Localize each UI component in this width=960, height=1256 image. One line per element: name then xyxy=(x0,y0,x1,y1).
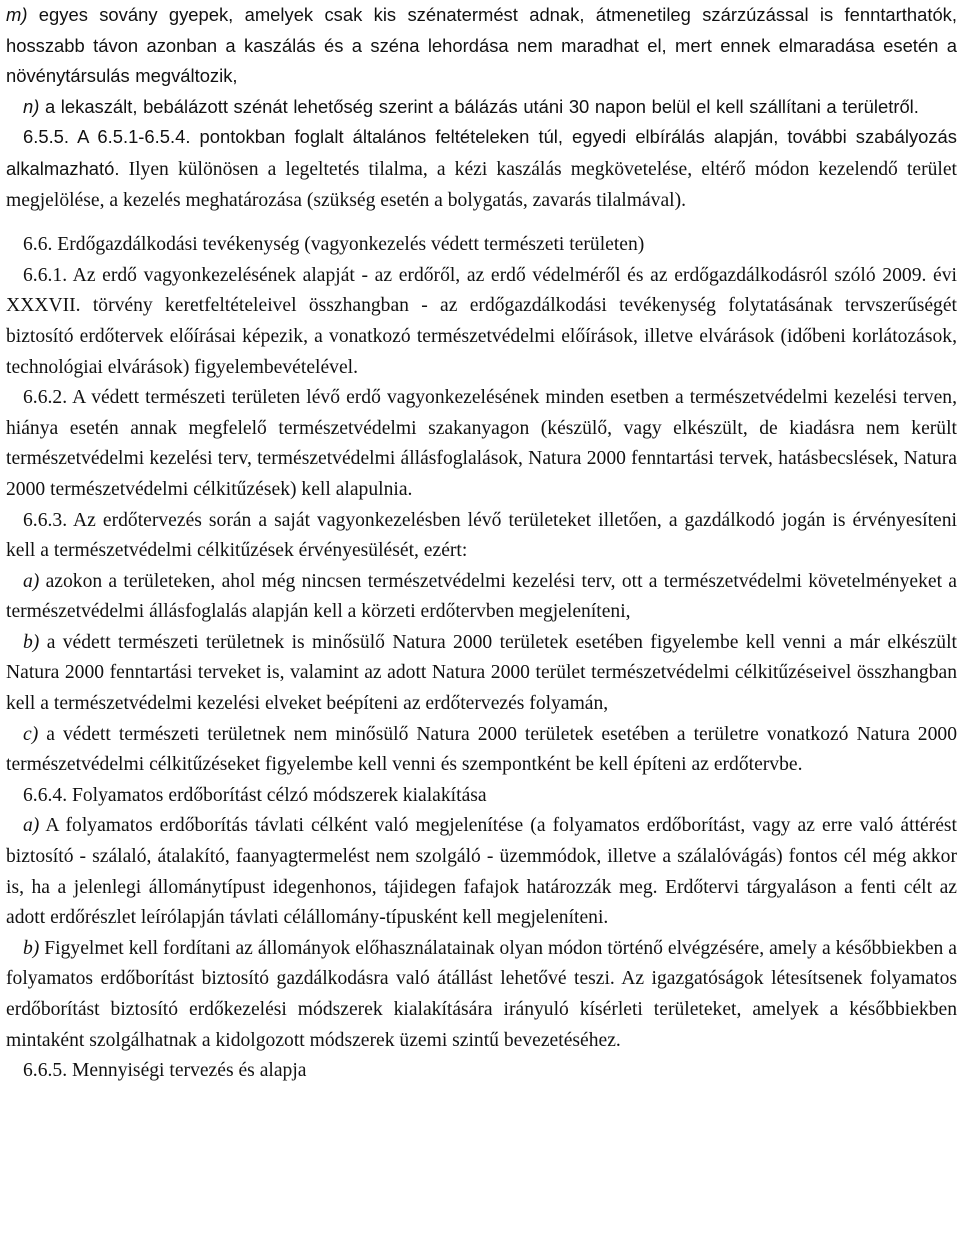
list-item-c xyxy=(6,720,957,781)
paragraph-n xyxy=(6,92,957,123)
item-label-a: a) xyxy=(23,570,40,592)
item-label-c: c) xyxy=(23,723,39,745)
item-label-n: n) xyxy=(23,95,40,117)
paragraph-text: 6.6.1. Az erdő vagyonkezelésének alapját - az erdőről, az erdő védelméről és az erdőgazdálkodásról szóló 2009. évi XXXVII. törvény keretfeltételeivel összhangban - az erdőgazdálkodási tevékenység folytatásának tervszerűségét biztosító erdőtervek előírásai képezik, a vonatkozó természetvédelmi előírások, illetve elvárások (időbeni korlátozások, technológiai elvárások) figyelembevételével. xyxy=(6,264,957,378)
paragraph-text: Ilyen különösen a legeltetés tilalma, a kézi kaszálás megkövetelése, eltérő módon kezelendő terület megjelölése, a kezelés meghatározása (szükség esetén a bolygatás, zavarás tilalmával). xyxy=(6,158,957,211)
list-item-b xyxy=(6,628,957,720)
item-label-b: b) xyxy=(23,937,40,959)
paragraph-text: Figyelmet kell fordítani az állományok előhasználatainak olyan módon történő elvégzésére, amely a későbbiekben a folyamatos erdőborítást biztosító gazdálkodásra való átállást lehetővé teszi. Az igazgatóságok létesítsenek folyamatos erdőborítást biztosító erdőkezelési módszerek kialakítására irányuló kísérleti területeket, amelyek a későbbiekben mintaként szolgálhatnak a kidolgozott módszerek üzemi szintű bevezetéséhez. xyxy=(6,937,957,1051)
paragraph-text: azokon a területeken, ahol még nincsen természetvédelmi kezelési terv, ott a természetvédelmi követelményeket a természetvédelmi állásfoglalás alapján kell a körzeti erdőtervben megjeleníteni, xyxy=(6,570,957,623)
item-label-a: a) xyxy=(23,815,40,837)
list-item-6-6-4-b xyxy=(6,934,957,1056)
paragraph-m-continued xyxy=(6,0,957,92)
section-heading-6-6-5 xyxy=(6,1056,957,1087)
paragraph-text: 6.6.2. A védett természeti területen lévő erdő vagyonkezelésének minden esetben a természetvédelmi kezelési terven, hiánya esetén annak megfelelő természetvédelmi szakanyagon (készülő, vagy elkészült, de kiadásra nem került természetvédelmi kezelési terv, természetvédelmi állásfoglalások, Natura 2000 fenntartási tervek, hatásbecslések, Natura 2000 természetvédelmi célkitűzések) kell alapulnia. xyxy=(6,387,957,500)
section-6-5-5 xyxy=(6,122,957,216)
paragraph-text: 6.6.3. Az erdőtervezés során a saját vagyonkezelésben lévő területeket illetően, a gazdálkodó jogán is érvényesíteni kell a természetvédelmi célkitűzések érvényesülését, ezért: xyxy=(6,509,957,562)
section-6-6-1 xyxy=(6,261,957,383)
section-6-6-3 xyxy=(6,506,957,567)
item-label-b: b) xyxy=(23,631,40,653)
section-6-6-2 xyxy=(6,383,957,505)
heading-text: 6.6.5. Mennyiségi tervezés és alapja xyxy=(23,1060,307,1082)
heading-text: 6.6.4. Folyamatos erdőborítást célzó módszerek kialakítása xyxy=(23,784,487,806)
paragraph-text: A folyamatos erdőborítás távlati célként való megjelenítése (a folyamatos erdőborítást, vagy az erre való áttérést biztosító - szálaló, átalakító, faanyagtermelést nem szolgáló - üzemmódok, illetve a szálalóvágás) fontos cél még akkor is, ha a jelenlegi állománytípust idegenhonos, tájidegen fafajok határozzák meg. Erdőtervi tárgyaláson a fenti célt az adott erdőrészlet leírólapján távlati célállomány-típusként kell megjeleníteni. xyxy=(6,815,957,929)
section-heading-6-6 xyxy=(6,230,957,261)
section-lead-text: 6.5.5. A 6.5.1-6.5.4. pontokban foglalt általános feltételeken túl, egyedi elbírálás alapján, további szabályozás alkalmazható. xyxy=(6,126,957,179)
section-heading-6-6-4 xyxy=(6,781,957,812)
paragraph-text: a lekaszált, bebálázott szénát lehetőség szerint a bálázás utáni 30 napon belül el kell szállítani a területről. xyxy=(39,95,919,117)
list-item-a xyxy=(6,567,957,628)
paragraph-text: egyes sovány gyepek, amelyek csak kis szénatermést adnak, átmenetileg szárzúzással is fenntarthatók, hosszabb távon azonban a kaszálás és a széna lehordása nem maradhat el, mert ennek elmaradása esetén a növénytársulás megváltozik, xyxy=(6,4,957,87)
list-item-6-6-4-a xyxy=(6,811,957,933)
paragraph-text: a védett természeti területnek is minősülő Natura 2000 területek esetében figyelembe kell venni a már elkészült Natura 2000 fenntartási terveket is, valamint az adott Natura 2000 terület természetvédelmi célkitűzéseivel összhangban kell a természetvédelmi kezelési elveket beépíteni az erdőtervezés folyamán, xyxy=(6,631,957,715)
heading-text: 6.6. Erdőgazdálkodási tevékenység (vagyonkezelés védett természeti területen) xyxy=(23,234,645,256)
paragraph-text: a védett természeti területnek nem minősülő Natura 2000 területek esetében a területre vonatkozó Natura 2000 természetvédelmi célkitűzéseket figyelembe kell venni és szempontként be kell építeni az erdőtervbe. xyxy=(6,723,957,776)
item-label-m: m) xyxy=(6,4,28,25)
